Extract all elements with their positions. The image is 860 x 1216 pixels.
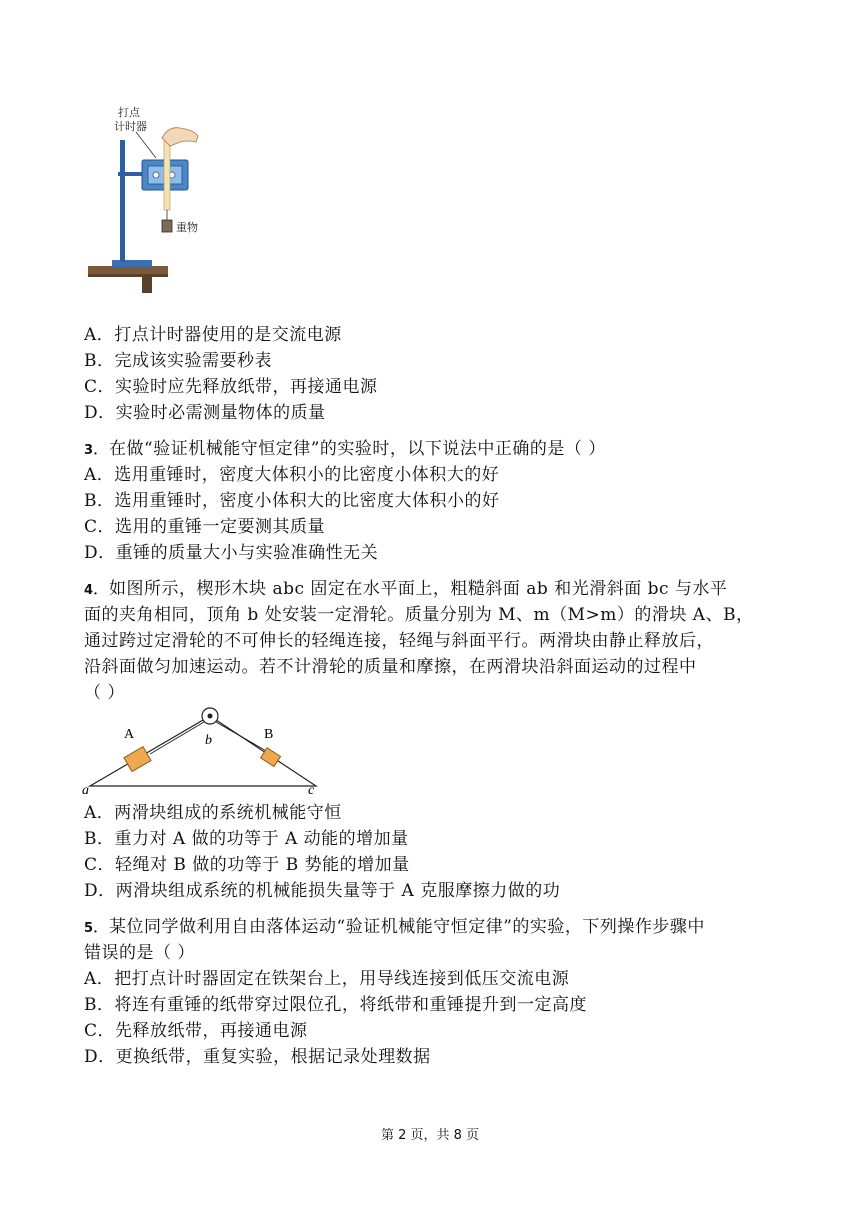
q4-stem-text1: 如图所示，楔形木块 abc 固定在水平面上，粗糙斜面 ab 和光滑斜面 bc 与水平 [109,579,728,599]
q4-stem-line1 [84,574,727,599]
q3-stem-line [84,434,606,459]
weight-label: 重物 [176,221,198,234]
q5-stem-line2: 错误的是（ ） [84,943,195,963]
q2-option-b: B．完成该实验需要秒表 [84,351,272,371]
q5-stem-line1 [84,912,705,937]
q4-stem-line2: 面的夹角相同，顶角 b 处安装一定滑轮。质量分别为 M、m（M>m）的滑块 A、B， [84,605,754,625]
q4-stem-line4: 沿斜面做匀加速运动。若不计滑轮的质量和摩擦，在两滑块沿斜面运动的过程中 [84,657,697,677]
vertex-c-label: c [308,783,315,796]
q5-stem-text1: 某位同学做利用自由落体运动“验证机械能守恒定律”的实验，下列操作步骤中 [109,917,705,937]
q4-option-a: A．两滑块组成的系统机械能守恒 [84,803,342,823]
q2-option-d: D．实验时必需测量物体的质量 [84,403,326,423]
timer-label-line2: 计时器 [114,120,147,133]
timer-apparatus-figure [84,100,234,300]
block-a-label: A [124,727,135,742]
q5-option-c: C．先释放纸带，再接通电源 [84,1021,308,1041]
q5-option-a: A．把打点计时器固定在铁架台上，用导线连接到低压交流电源 [84,969,570,989]
q3-option-b: B．选用重锤时，密度小体积大的比密度大体积小的好 [84,491,500,511]
q4-stem-line3: 通过跨过定滑轮的不可伸长的轻绳连接，轻绳与斜面平行。两滑块由静止释放后， [84,631,714,651]
vertex-b-label: b [205,733,212,748]
q2-option-c: C．实验时应先释放纸带，再接通电源 [84,377,378,397]
q3-option-c: C．选用的重锤一定要测其质量 [84,517,326,537]
vertex-a-label: a [82,783,89,796]
block-b-label: B [264,727,274,742]
q4-option-c: C．轻绳对 B 做的功等于 B 势能的增加量 [84,855,410,875]
q5-option-d: D．更换纸带，重复实验，根据记录处理数据 [84,1047,431,1067]
q3-option-a: A．选用重锤时，密度大体积小的比密度小体积大的好 [84,465,500,485]
timer-label-line1: 打点 [118,106,140,119]
q4-number: 4． [84,583,108,598]
q3-stem: 在做“验证机械能守恒定律”的实验时，以下说法中正确的是（ ） [109,439,606,459]
q5-option-b: B．将连有重锤的纸带穿过限位孔，将纸带和重锤提升到一定高度 [84,995,587,1015]
q4-stem-line5: （ ） [84,683,125,703]
page-footer: 第 2 页，共 8 页 [380,1128,480,1143]
q4-option-d: D．两滑块组成系统的机械能损失量等于 A 克服摩擦力做的功 [84,881,561,901]
q3-number: 3． [84,443,108,458]
q5-number: 5． [84,921,108,936]
q2-option-a: A．打点计时器使用的是交流电源 [84,325,342,345]
wedge-pulley-figure [80,704,320,796]
q4-option-b: B．重力对 A 做的功等于 A 动能的增加量 [84,829,409,849]
q3-option-d: D．重锤的质量大小与实验准确性无关 [84,543,379,563]
